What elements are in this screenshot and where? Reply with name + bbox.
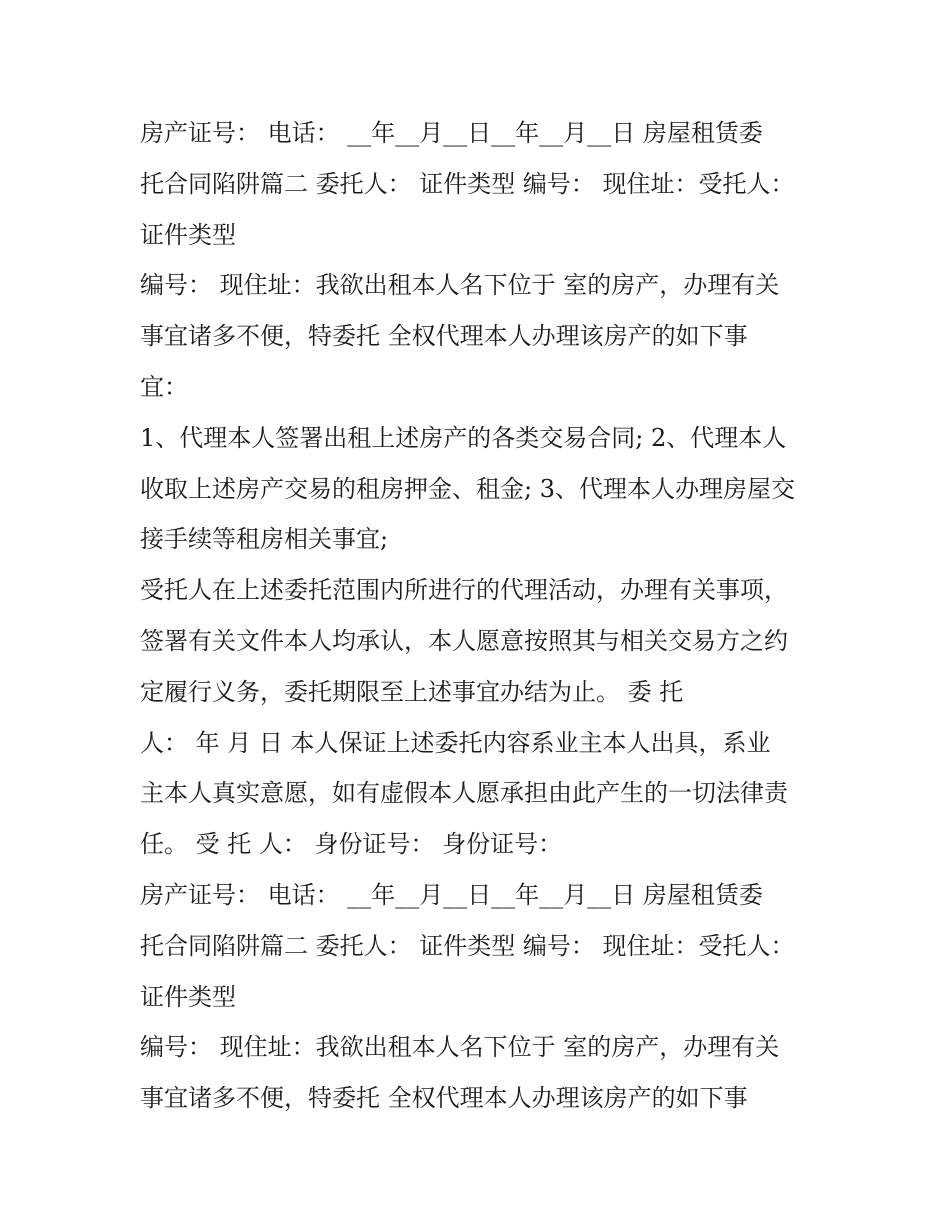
text-line: 收取上述房产交易的租房押金、租金; 3、代理本人办理房屋交 xyxy=(140,474,795,503)
text-line: 主本人真实意愿，如有虚假本人愿承担由此产生的一切法律责 xyxy=(140,779,788,808)
document-body xyxy=(140,108,820,1124)
text-line: 房产证号： 电话： __年__月__日__年__月__日 房屋租赁委 xyxy=(140,880,763,909)
text-line: 人： 年 月 日 本人保证上述委托内容系业主本人出具，系业 xyxy=(140,728,771,757)
text-line: 事宜诸多不便，特委托 全权代理本人办理该房产的如下事 xyxy=(140,322,748,351)
text-line: 签署有关文件本人均承认，本人愿意按照其与相关交易方之约 xyxy=(140,626,788,655)
text-line: 证件类型 xyxy=(140,220,236,249)
text-line: 接手续等租房相关事宜; xyxy=(140,525,389,554)
text-line: 编号： 现住址：我欲出租本人名下位于 室的房产，办理有关 xyxy=(140,271,780,300)
text-line: 房产证号： 电话： __年__月__日__年__月__日 房屋租赁委 xyxy=(140,119,763,147)
text-line: 事宜诸多不便，特委托 全权代理本人办理该房产的如下事 xyxy=(140,1084,748,1113)
text-line: 证件类型 xyxy=(140,982,236,1011)
text-line: 托合同陷阱篇二 委托人： 证件类型 编号： 现住址：受托人： xyxy=(140,169,795,198)
text-line: 定履行义务，委托期限至上述事宜办结为止。 委 托 xyxy=(140,677,684,706)
text-line: 宜： xyxy=(140,372,188,401)
text-line: 托合同陷阱篇二 委托人： 证件类型 编号： 现住址：受托人： xyxy=(140,931,795,960)
text-line: 1、代理本人签署出租上述房产的各类交易合同; 2、代理本人 xyxy=(140,423,787,452)
text-line: 任。 受 托 人： 身份证号： 身份证号： xyxy=(140,830,563,859)
text-line: 受托人在上述委托范围内所进行的代理活动，办理有关事项， xyxy=(140,576,788,605)
text-line: 编号： 现住址：我欲出租本人名下位于 室的房产，办理有关 xyxy=(140,1033,780,1062)
